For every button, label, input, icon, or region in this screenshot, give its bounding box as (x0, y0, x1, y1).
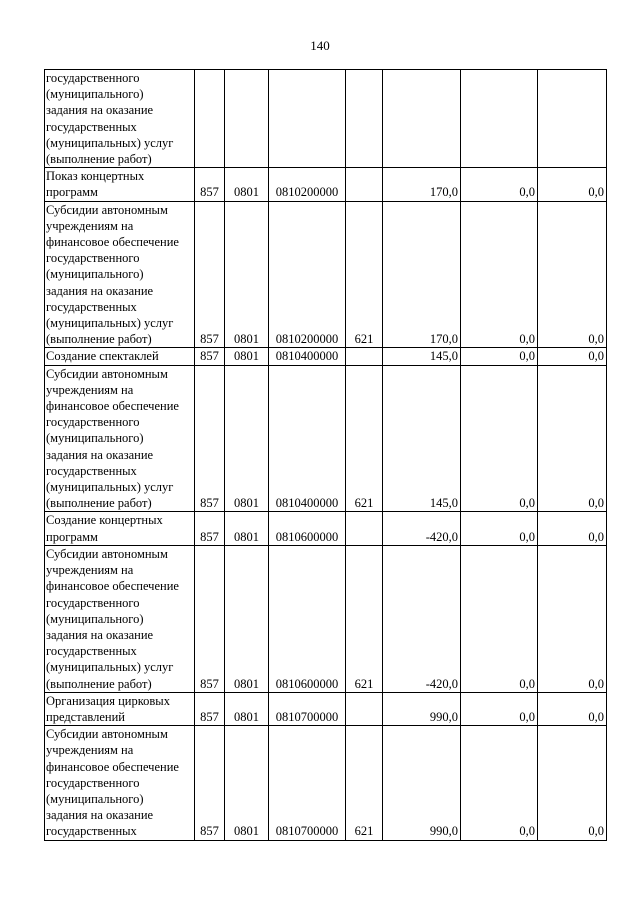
row-name: Субсидии автономным учреждениям на финансовое обеспечение государственного (муниципального) задания на оказание государственных (муниципальных) услуг (выполнение работ) (45, 201, 195, 348)
expense-type: 621 (346, 726, 383, 840)
expense-type (346, 168, 383, 201)
amount-1: 170,0 (383, 201, 461, 348)
amount-1: -420,0 (383, 545, 461, 692)
section-code: 0801 (225, 726, 269, 840)
table-row (45, 70, 607, 168)
amount-1: 170,0 (383, 168, 461, 201)
target-article: 0810700000 (269, 692, 346, 725)
amount-3: 0,0 (538, 168, 607, 201)
amount-2 (461, 70, 538, 168)
target-article (269, 70, 346, 168)
amount-1: -420,0 (383, 512, 461, 545)
amount-3: 0,0 (538, 692, 607, 725)
amount-3: 0,0 (538, 201, 607, 348)
table-row (45, 348, 607, 365)
row-name: Субсидии автономным учреждениям на финансовое обеспечение государственного (муниципального) задания на оказание государственных (муниципальных) услуг (выполнение работ) (45, 545, 195, 692)
row-name: Субсидии автономным учреждениям на финансовое обеспечение государственного (муниципального) задания на оказание государственных (45, 726, 195, 840)
amount-2: 0,0 (461, 726, 538, 840)
amount-3: 0,0 (538, 545, 607, 692)
amount-3: 0,0 (538, 512, 607, 545)
expense-type (346, 348, 383, 365)
ved-code: 857 (195, 512, 225, 545)
table-row (45, 726, 607, 840)
section-code: 0801 (225, 348, 269, 365)
amount-1: 145,0 (383, 365, 461, 512)
amount-2: 0,0 (461, 365, 538, 512)
row-name: Организация цирковых представлений (45, 692, 195, 725)
amount-1 (383, 70, 461, 168)
ved-code: 857 (195, 692, 225, 725)
amount-1: 990,0 (383, 692, 461, 725)
target-article: 0810600000 (269, 512, 346, 545)
ved-code: 857 (195, 348, 225, 365)
table-row (45, 545, 607, 692)
amount-2: 0,0 (461, 692, 538, 725)
row-name: Показ концертных программ (45, 168, 195, 201)
table-row (45, 692, 607, 725)
amount-1: 990,0 (383, 726, 461, 840)
expense-type (346, 692, 383, 725)
target-article: 0810700000 (269, 726, 346, 840)
expense-type: 621 (346, 545, 383, 692)
ved-code (195, 70, 225, 168)
amount-3: 0,0 (538, 365, 607, 512)
budget-table (44, 69, 607, 841)
amount-1: 145,0 (383, 348, 461, 365)
target-article: 0810400000 (269, 365, 346, 512)
expense-type (346, 512, 383, 545)
section-code: 0801 (225, 512, 269, 545)
ved-code: 857 (195, 545, 225, 692)
ved-code: 857 (195, 365, 225, 512)
section-code: 0801 (225, 545, 269, 692)
section-code (225, 70, 269, 168)
section-code: 0801 (225, 168, 269, 201)
amount-3: 0,0 (538, 348, 607, 365)
amount-2: 0,0 (461, 201, 538, 348)
section-code: 0801 (225, 365, 269, 512)
target-article: 0810200000 (269, 168, 346, 201)
amount-3 (538, 70, 607, 168)
row-name: Субсидии автономным учреждениям на финансовое обеспечение государственного (муниципального) задания на оказание государственных (муниципальных) услуг (выполнение работ) (45, 365, 195, 512)
page-number: 140 (310, 38, 330, 53)
amount-3: 0,0 (538, 726, 607, 840)
table-row (45, 512, 607, 545)
target-article: 0810400000 (269, 348, 346, 365)
expense-type (346, 70, 383, 168)
amount-2: 0,0 (461, 512, 538, 545)
section-code: 0801 (225, 201, 269, 348)
section-code: 0801 (225, 692, 269, 725)
row-name: Создание спектаклей (45, 348, 195, 365)
row-name: Создание концертных программ (45, 512, 195, 545)
ved-code: 857 (195, 726, 225, 840)
ved-code: 857 (195, 201, 225, 348)
expense-type: 621 (346, 365, 383, 512)
amount-2: 0,0 (461, 168, 538, 201)
target-article: 0810200000 (269, 201, 346, 348)
table-row (45, 201, 607, 348)
target-article: 0810600000 (269, 545, 346, 692)
row-name: государственного (муниципального) задания на оказание государственных (муниципальных) услуг (выполнение работ) (45, 70, 195, 168)
expense-type: 621 (346, 201, 383, 348)
table-row (45, 365, 607, 512)
table-row (45, 168, 607, 201)
ved-code: 857 (195, 168, 225, 201)
amount-2: 0,0 (461, 348, 538, 365)
amount-2: 0,0 (461, 545, 538, 692)
